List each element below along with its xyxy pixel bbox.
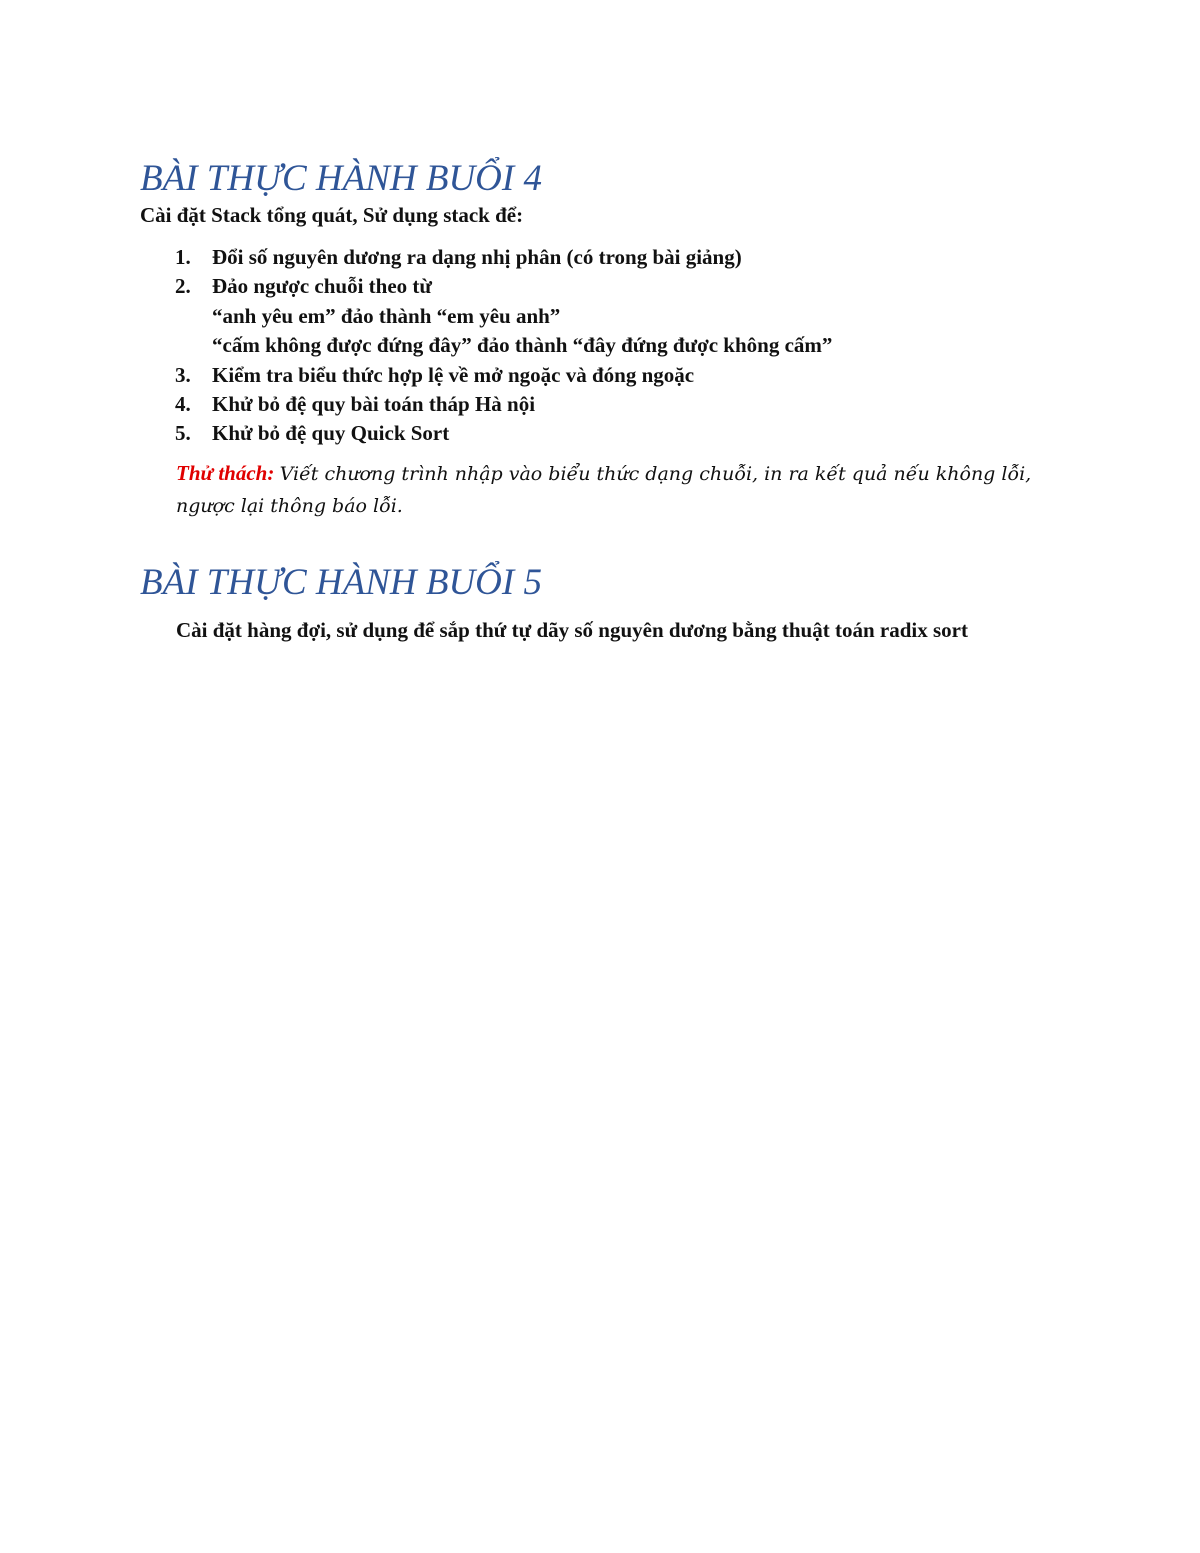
list-item	[140, 272, 832, 360]
list-item	[140, 419, 832, 448]
session-5-title: BÀI THỰC HÀNH BUỔI 5	[140, 562, 542, 603]
list-item-number: 3.	[175, 362, 191, 387]
session-4-intro: Cài đặt Stack tổng quát, Sử dụng stack để:	[140, 203, 524, 227]
list-item-text: Đổi số nguyên dương ra dạng nhị phân (có trong bài giảng)	[212, 245, 742, 269]
list-item-text: Kiểm tra biểu thức hợp lệ về mở ngoặc và đóng ngoặc	[212, 362, 695, 387]
task-list	[140, 243, 832, 449]
list-item-number: 1.	[175, 245, 191, 269]
challenge-paragraph	[176, 458, 1036, 522]
list-item	[140, 361, 832, 390]
list-item-number: 2.	[175, 274, 191, 299]
list-item-number: 5.	[175, 421, 191, 446]
challenge-text: Viết chương trình nhập vào biểu thức dạng chuỗi, in ra kết quả nếu không lỗi, ngược lại thông báo lỗi.	[176, 463, 1032, 517]
example-line: “cấm không được đứng đây” đảo thành “đây đứng được không cấm”	[212, 333, 833, 358]
list-item-text: Khử bỏ đệ quy Quick Sort	[212, 421, 450, 446]
list-item-text: Đảo ngược chuỗi theo từ	[212, 274, 432, 299]
list-item-number: 4.	[175, 392, 191, 417]
list-item-text: Khử bỏ đệ quy bài toán tháp Hà nội	[212, 392, 536, 417]
example-line: “anh yêu em” đảo thành “em yêu anh”	[212, 303, 561, 328]
session-4-title: BÀI THỰC HÀNH BUỔI 4	[140, 158, 542, 199]
challenge-label: Thử thách:	[176, 461, 275, 485]
list-item	[140, 243, 832, 272]
session-5-text: Cài đặt hàng đợi, sử dụng để sắp thứ tự dãy số nguyên dương bằng thuật toán radix sort	[176, 618, 968, 642]
list-item	[140, 390, 832, 419]
